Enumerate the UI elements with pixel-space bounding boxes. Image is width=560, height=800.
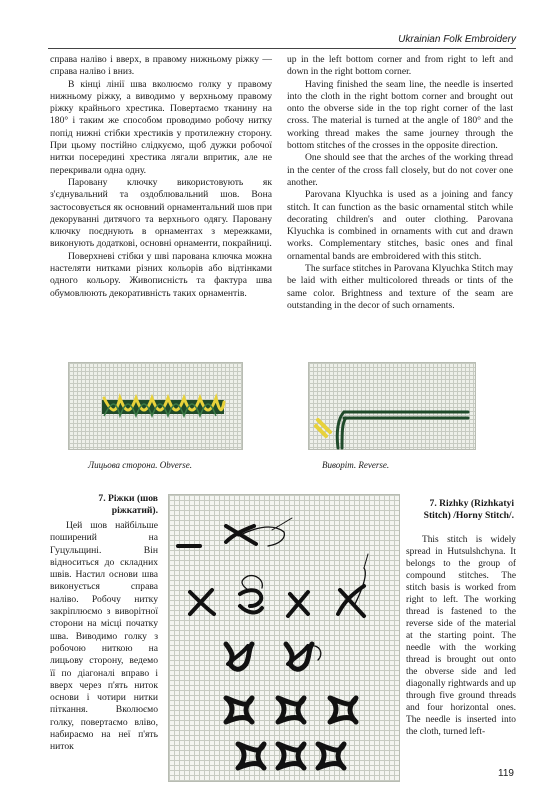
horny-stitch-steps	[168, 494, 400, 782]
paragraph: up in the left bottom corner and from right to left and down in the right bottom corner.	[287, 54, 513, 78]
paragraph: справа наліво і вверх, в правому нижньому ріжку — справа наліво і вниз.	[50, 54, 272, 78]
horny-stitch-diagram	[168, 494, 400, 782]
paragraph: Парованy ключку використовують як з'єднувальний та оздоблювальний шов. Вона застосовується як основний орнаментальний шов при декоруванні дитячого та верхнього одягу. Паровану ключку поєднують в орнаментах з мережками, виконують додаткові, основні орнаменти, покрайниці.	[50, 176, 272, 250]
paragraph: Parovana Klyuchka is used as a joining and fancy stitch. It can function as the basic ornamental stitch while decorating children's and outer clothing. Parovana Klyuchka is combined in ornaments with cut and drawn works. Complementary stitches, basic ones and final ornamental bands are embroidered with this stitch.	[287, 189, 513, 262]
paragraph: В кінці лінії шва вколюємо голку у правому нижньому ріжку, а виводимо у верхньому правому ріжку крайнього хрестика. Повертаємо тканину на 180° і таким же способом проводимо робочу нитку попід нижні стібки хрестиків у протилежну сторону. При цьому постійно слідкуємо, щоб дужки робочої нитки посередині хрестика лягали впритик, але не перекривали одна одну.	[50, 78, 272, 176]
paragraph: Having finished the seam line, the needle is inserted into the cloth in the right bottom corner and brought out onto the obverse side in the top right corner of the last cross. The material is turned at the angle of 180° and the working thread makes the same journey through the bottom stitches of the crosses in the opposite direction.	[287, 78, 513, 152]
caption-reverse: Виворіт. Reverse.	[322, 460, 390, 470]
left-column-ukrainian	[50, 54, 272, 300]
reverse-stitch-drawing	[308, 362, 476, 450]
right-column-english	[287, 54, 513, 312]
section-heading-ukrainian: 7. Ріжки (шов ріжкатий).	[98, 493, 158, 517]
obverse-stitch-drawing	[68, 362, 243, 450]
caption-obverse: Лицьова сторона. Obverse.	[88, 460, 192, 470]
running-header-title: Ukrainian Folk Embroidery	[392, 34, 516, 45]
paragraph: The surface stitches in Parovana Klyuchka Stitch may be laid with either multicolored threads or tints of the same color. Brightness and texture of the seam are outstanding in the decor of such ornaments.	[287, 263, 513, 311]
section-text-ukrainian	[50, 520, 158, 754]
obverse-stitch-sample	[68, 362, 243, 450]
section-heading-english: 7. Rizhky (Rizhkatyi Stitch) /Horny Stitch/.	[423, 498, 514, 522]
paragraph: One should see that the arches of the working thread in the center of the cross fall closely, but do not cover one another.	[287, 152, 513, 188]
page-number: 119	[498, 768, 514, 779]
reverse-stitch-sample	[308, 362, 476, 450]
section-text-english	[406, 534, 516, 738]
paragraph: Цей шов найбільше поширений на Гуцульщині. Він відноситься до складних швів. Настил основи шва виконується справа наліво. Робочу нитку закріплюємо з виворітної сторони на місці початку шва. Виводимо голку з робочою ниткою на лицьову сторону, ведемо її по діагоналі вправо і вверх через п'ять ниток основи і чотири нитки піткання. Вколюємо голку, повертаємо вліво, набираємо на неї п'ять ниток	[50, 520, 158, 753]
paragraph: This stitch is widely spread in Hutsulshchyna. It belongs to the group of compound stitches. The stitch basis is worked from right to left. The working thread is fastened to the reverse side of the material at the starting point. The needle with the working thread is brought out onto the obverse side and led diagonally rightwards and up through five ground threads and four horizontal ones. The needle is inserted into the cloth, turned left-	[406, 535, 516, 737]
paragraph: Поверхневі стібки у шві парована ключка можна настеляти нитками різних кольорів або відтінками одного кольору. Живописність та фактура шва обумовлюють декоративність таких орнаментів.	[50, 250, 272, 299]
